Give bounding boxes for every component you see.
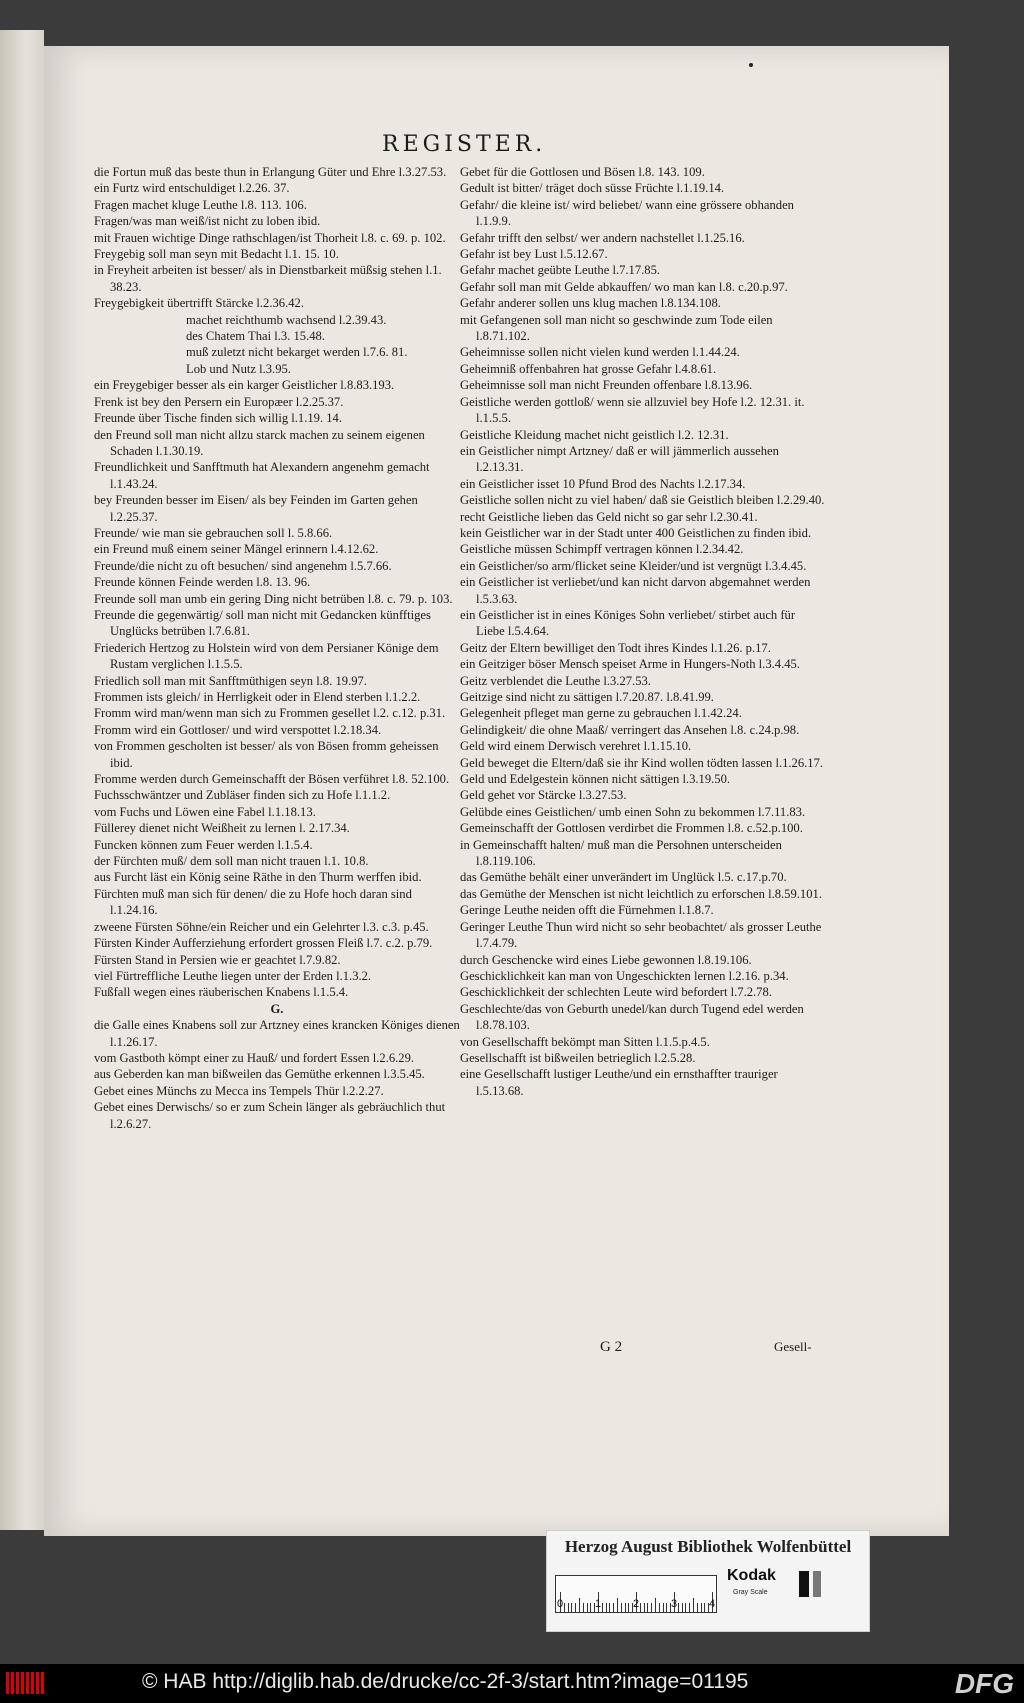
ruler-tick (609, 1603, 610, 1612)
register-entry: muß zuletzt nicht bekarget werden l.7.6. 81. (186, 345, 408, 360)
register-entry: Fromme werden durch Gemeinschafft der Bösen verführet l.8. 52.100. (94, 772, 450, 787)
ruler-tick (590, 1603, 591, 1612)
register-entry: Geld und Edelgestein können nicht sättigen l.3.19.50. (460, 772, 731, 787)
hab-logo-icon (6, 1672, 46, 1694)
ruler-number: 1 (595, 1598, 602, 1610)
register-entry: mit Gefangenen soll man nicht so geschwinde zum Tode eilen l.8.71.102. (460, 312, 773, 344)
register-entry: durch Geschencke wird eines Liebe gewonnen l.8.19.106. (460, 952, 752, 967)
register-entry: ein Furtz wird entschuldiget l.2.26. 37. (94, 181, 290, 196)
register-entry: Füllerey dienet nicht Weißheit zu lernen l. 2.17.34. (94, 821, 350, 836)
register-entry: ein Geistlicher ist in eines Königes Sohn verliebet/ stirbet auch für Liebe l.5.4.64. (460, 607, 796, 639)
document-page (44, 46, 949, 1536)
register-entry: ein Freund muß einem seiner Mängel erinnern l.4.12.62. (94, 542, 379, 557)
ruler-tick (663, 1603, 664, 1612)
register-entry: Fragen/was man weiß/ist nicht zu loben ibid. (94, 214, 321, 229)
register-entry: Geringer Leuthe Thun wird nicht so sehr beobachtet/ als grosser Leuthe l.7.4.79. (460, 919, 822, 951)
ruler-tick (583, 1603, 584, 1612)
register-entry: Frenk ist bey den Persern ein Europæer l.2.25.37. (94, 394, 344, 409)
ruler-tick (568, 1603, 569, 1612)
register-entry: kein Geistlicher war in der Stadt unter 400 Geistlichen zu finden ibid. (460, 525, 812, 540)
register-entry: Gefahr anderer sollen uns klug machen l.8.134.108. (460, 296, 721, 311)
register-entry: ein Geistlicher/so arm/flicket seine Kleider/und ist vergnügt l.3.4.45. (460, 558, 807, 573)
register-entry: Freunde die gegenwärtig/ soll man nicht mit Gedancken künfftiges Unglücks betrüben l.7.6.81. (94, 607, 431, 639)
register-entry: eine Gesellschafft lustiger Leuthe/und ein ernsthaffter trauriger l.5.13.68. (460, 1067, 778, 1098)
register-entry: Gedult ist bitter/ träget doch süsse Früchte l.1.19.14. (460, 181, 725, 196)
register-entry: recht Geistliche lieben das Geld nicht so gar sehr l.2.30.41. (460, 509, 758, 524)
register-entry: Gefahr machet geübte Leuthe l.7.17.85. (460, 263, 661, 278)
register-entry: die Galle eines Knabens soll zur Artzney eines krancken Königes dienen l.1.26.17. (94, 1018, 460, 1049)
dfg-logo: DFG (954, 1668, 1014, 1699)
register-entry: das Gemüthe der Menschen ist nicht leichtlich zu erforschen l.8.59.101. (460, 886, 822, 901)
register-entry: Freunde über Tische finden sich willig l.1.19. 14. (94, 411, 343, 426)
register-entry: Geheimnisse sollen nicht vielen kund werden l.1.44.24. (460, 345, 740, 360)
register-entry: Gelübde eines Geistlichen/ umb einen Sohn zu bekommen l.7.11.83. (460, 804, 806, 819)
register-entry: Friederich Hertzog zu Holstein wird von dem Persianer Könige dem Rustam verglichen l.1.5.5. (94, 640, 439, 672)
ruler-tick (685, 1603, 686, 1612)
kodak-logo: Kodak (727, 1567, 776, 1584)
ruler-tick (704, 1603, 705, 1612)
register-entry: Geld gehet vor Stärcke l.3.27.53. (460, 788, 627, 803)
ruler-tick (678, 1603, 679, 1612)
gray-scale-label: Gray Scale (733, 1589, 768, 1596)
viewer-footer (0, 1664, 1024, 1703)
register-entry: Fromm wird ein Gottloser/ und wird verspottet l.2.18.34. (94, 722, 382, 737)
left-column (94, 164, 460, 1132)
register-entry: vom Gastboth kömpt einer zu Hauß/ und fordert Essen l.2.6.29. (94, 1050, 415, 1065)
register-entry: ein Geitziger böser Mensch speiset Arme in Hungers-Noth l.3.4.45. (460, 657, 800, 672)
register-entry: Fürchten muß man sich für denen/ die zu Hofe hoch daran sind l.1.24.16. (94, 886, 412, 918)
register-entry: Freygebigkeit übertrifft Stärcke l.2.36.42. (94, 296, 304, 311)
ruler-tick (628, 1603, 629, 1612)
page-title: REGISTER. (382, 132, 547, 157)
ruler-tick (625, 1603, 626, 1612)
ruler-tick (659, 1603, 660, 1612)
ink-dot (749, 63, 753, 67)
library-name: Herzog August Bibliothek Wolfenbüttel (564, 1537, 852, 1556)
register-entry: viel Fürtreffliche Leuthe liegen unter der Erden l.1.3.2. (94, 968, 372, 983)
register-entry: Freunde/ wie man sie gebrauchen soll l. 5.8.66. (94, 525, 333, 540)
register-entry: das Gemüthe behält einer unverändert im Unglück l.5. c.17.p.70. (460, 870, 787, 885)
register-entry: Gebet eines Derwischs/ so er zum Schein länger als gebräuchlich thut l.2.6.27. (94, 1100, 446, 1131)
register-entry: Geitz verblendet die Leuthe l.3.27.53. (460, 673, 651, 688)
scale-ruler (555, 1575, 717, 1613)
register-entry: ein Geistlicher isset 10 Pfund Brod des Nachts l.2.17.34. (460, 476, 746, 491)
ruler-tick (655, 1598, 656, 1612)
register-entry: Geitz der Eltern bewilliget den Todt ihres Kindes l.1.26. p.17. (460, 640, 771, 655)
register-entry: machet reichthumb wachsend l.2.39.43. (186, 312, 387, 327)
ruler-tick (697, 1603, 698, 1612)
right-column (460, 164, 826, 1099)
ruler-number: 0 (557, 1598, 564, 1610)
register-entry: in Gemeinschafft halten/ muß man die Persohnen unterscheiden l.8.119.106. (460, 837, 782, 869)
ruler-tick (644, 1603, 645, 1612)
register-entry: Freundlichkeit und Sanfftmuth hat Alexandern angenehm gemacht l.1.43.24. (94, 460, 430, 491)
register-entry: des Chatem Thai l.3. 15.48. (186, 329, 325, 344)
register-entry: Freygebig soll man seyn mit Bedacht l.1. 15. 10. (94, 247, 339, 262)
register-entry: der Fürchten muß/ dem soll man nicht trauen l.1. 10.8. (94, 854, 369, 869)
register-entry: Fragen machet kluge Leuthe l.8. 113. 106. (94, 197, 307, 212)
register-entry: Freunde soll man umb ein gering Ding nicht betrüben l.8. c. 79. p. 103. (94, 591, 453, 606)
register-entry: G. (270, 1001, 284, 1016)
register-entry: ein Geistlicher nimpt Artzney/ daß er will jämmerlich aussehen l.2.13.31. (460, 443, 779, 475)
register-entry: bey Freunden besser im Eisen/ als bey Feinden im Garten gehen l.2.25.37. (94, 493, 418, 524)
register-entry: Geistliche werden gottloß/ wenn sie allzuviel bey Hofe l.2. 12.31. it. l.1.5.5. (460, 394, 805, 426)
register-entry: Gefahr ist bey Lust l.5.12.67. (460, 247, 608, 262)
register-entry: in Freyheit arbeiten ist besser/ als in Dienstbarkeit müßsig stehen l.1. 38.23. (94, 263, 442, 294)
ruler-tick (571, 1603, 572, 1612)
catchword: Gesell- (774, 1339, 812, 1354)
ruler-number: 3 (671, 1598, 678, 1610)
ruler-tick (647, 1603, 648, 1612)
register-entry: Frommen ists gleich/ in Herrligkeit oder in Elend sterben l.1.2.2. (94, 690, 421, 704)
ruler-tick (701, 1603, 702, 1612)
register-entry: vom Fuchs und Löwen eine Fabel l.1.18.13. (94, 804, 316, 819)
register-entry: Geschlechte/das von Geburth unedel/kan durch Tugend edel werden l.8.78.103. (460, 1001, 804, 1033)
register-entry: Gemeinschafft der Gottlosen verdirbet die Frommen l.8. c.52.p.100. (460, 821, 803, 836)
register-entry: Geistliche Kleidung machet nicht geistlich l.2. 12.31. (460, 427, 729, 442)
ruler-tick (682, 1603, 683, 1612)
register-entry: die Fortun muß das beste thun in Erlangung Güter und Ehre l.3.27.53. (94, 165, 447, 179)
register-entry: ein Freygebiger besser als ein karger Geistlicher l.8.83.193. (94, 378, 395, 393)
register-entry: Geringe Leuthe neiden offt die Fürnehmen l.1.8.7. (460, 903, 714, 918)
register-entry: ein Geistlicher ist verliebet/und kan nicht darvon abgemahnet werden l.5.3.63. (460, 575, 811, 606)
register-entry: von Frommen gescholten ist besser/ als von Bösen fromm geheissen ibid. (94, 739, 439, 770)
black-swatch (799, 1571, 809, 1597)
ruler-tick (602, 1603, 603, 1612)
register-entry: Geschicklichkeit kan man von Ungeschickten lernen l.2.16. p.34. (460, 968, 789, 983)
register-entry: Gelegenheit pfleget man gerne zu gebrauchen l.1.42.24. (460, 706, 742, 721)
ruler-tick (651, 1603, 652, 1612)
ruler-tick (575, 1603, 576, 1612)
register-entry: Geld wird einem Derwisch verehret l.1.15.10. (460, 739, 692, 754)
register-entry: Geitzige sind nicht zu sättigen l.7.20.87. l.8.41.99. (460, 690, 714, 704)
register-entry: Geld beweget die Eltern/daß sie ihr Kind wollen tödten lassen l.1.26.17. (460, 755, 824, 770)
register-entry: Gesellschafft ist bißweilen betrieglich l.2.5.28. (460, 1050, 696, 1065)
ruler-tick (579, 1598, 580, 1612)
register-entry: Fuchsschwäntzer und Zubläser finden sich zu Hofe l.1.1.2. (94, 788, 391, 803)
register-entry: von Gesellschafft bekömpt man Sitten l.1.5.p.4.5. (460, 1034, 710, 1049)
register-entry: Fußfall wegen eines räuberischen Knabens l.1.5.4. (94, 985, 349, 1000)
gray-swatch (813, 1571, 821, 1597)
register-entry: Geheimniß offenbahren hat grosse Gefahr l.4.8.61. (460, 361, 717, 376)
ruler-tick (613, 1603, 614, 1612)
register-entry: Gefahr trifft den selbst/ wer andern nachstellet l.1.25.16. (460, 230, 745, 245)
ruler-tick (621, 1603, 622, 1612)
register-entry: mit Frauen wichtige Dinge rathschlagen/ist Thorheit l.8. c. 69. p. 102. (94, 230, 446, 245)
register-entry: Funcken können zum Feuer werden l.1.5.4. (94, 837, 313, 852)
register-entry: Freunde/die nicht zu oft besuchen/ sind angenehm l.5.7.66. (94, 558, 392, 573)
color-calibration-card (546, 1530, 870, 1632)
register-entry: Fürsten Stand in Persien wie er geachtet l.7.9.82. (94, 952, 341, 967)
ruler-tick (689, 1603, 690, 1612)
ruler-tick (606, 1603, 607, 1612)
register-entry: Geschicklichkeit der schlechten Leute wird befordert l.7.2.78. (460, 985, 772, 1000)
register-entry: Fürsten Kinder Aufferziehung erfordert grossen Fleiß l.7. c.2. p.79. (94, 936, 433, 951)
register-entry: aus Furcht läst ein König seine Räthe in den Thurm werffen ibid. (94, 870, 422, 885)
register-entry: Gebet für die Gottlosen und Bösen l.8. 143. 109. (460, 165, 705, 179)
ruler-tick (564, 1603, 565, 1612)
register-entry: den Freund soll man nicht allzu starck machen zu seinem eigenen Schaden l.1.30.19. (94, 427, 425, 458)
footer-url[interactable]: © HAB http://diglib.hab.de/drucke/cc-2f-3/start.htm?image=01195 (142, 1670, 749, 1693)
ruler-tick (617, 1598, 618, 1612)
register-entry: Gelindigkeit/ die ohne Maaß/ verringert das Ansehen l.8. c.24.p.98. (460, 722, 800, 737)
ruler-tick (693, 1598, 694, 1612)
register-entry: Geheimnisse soll man nicht Freunden offenbare l.8.13.96. (460, 378, 753, 393)
ruler-tick (640, 1603, 641, 1612)
register-entry: Fromm wird man/wenn man sich zu Frommen gesellet l.2. c.12. p.31. (94, 706, 446, 721)
ruler-number: 4 (709, 1598, 716, 1610)
register-entry: Lob und Nutz l.3.95. (186, 361, 291, 376)
register-entry: Freunde können Feinde werden l.8. 13. 96. (94, 575, 311, 590)
ruler-tick (587, 1603, 588, 1612)
register-entry: Gebet eines Münchs zu Mecca ins Tempels Thür l.2.2.27. (94, 1083, 384, 1098)
register-entry: zweene Fürsten Söhne/ein Reicher und ein Gelehrter l.3. c.3. p.45. (94, 919, 429, 934)
ruler-number: 2 (633, 1598, 640, 1610)
ruler-tick (666, 1603, 667, 1612)
register-entry: Friedlich soll man mit Sanfftmüthigen seyn l.8. 19.97. (94, 673, 367, 688)
register-entry: Gefahr soll man mit Gelde abkauffen/ wo man kan l.8. c.20.p.97. (460, 279, 788, 294)
register-entry: aus Geberden kan man bißweilen das Gemüthe erkennen l.3.5.45. (94, 1067, 425, 1082)
register-entry: Geistliche müssen Schimpff vertragen können l.2.34.42. (460, 542, 744, 557)
register-entry: Gefahr/ die kleine ist/ wird beliebet/ wann eine grössere obhanden l.1.9.9. (460, 197, 794, 229)
register-entry: Geistliche sollen nicht zu viel haben/ daß sie Geistlich bleiben l.2.29.40. (460, 493, 825, 508)
signature-mark: G 2 (600, 1339, 623, 1355)
facing-page-edge (0, 30, 44, 1530)
